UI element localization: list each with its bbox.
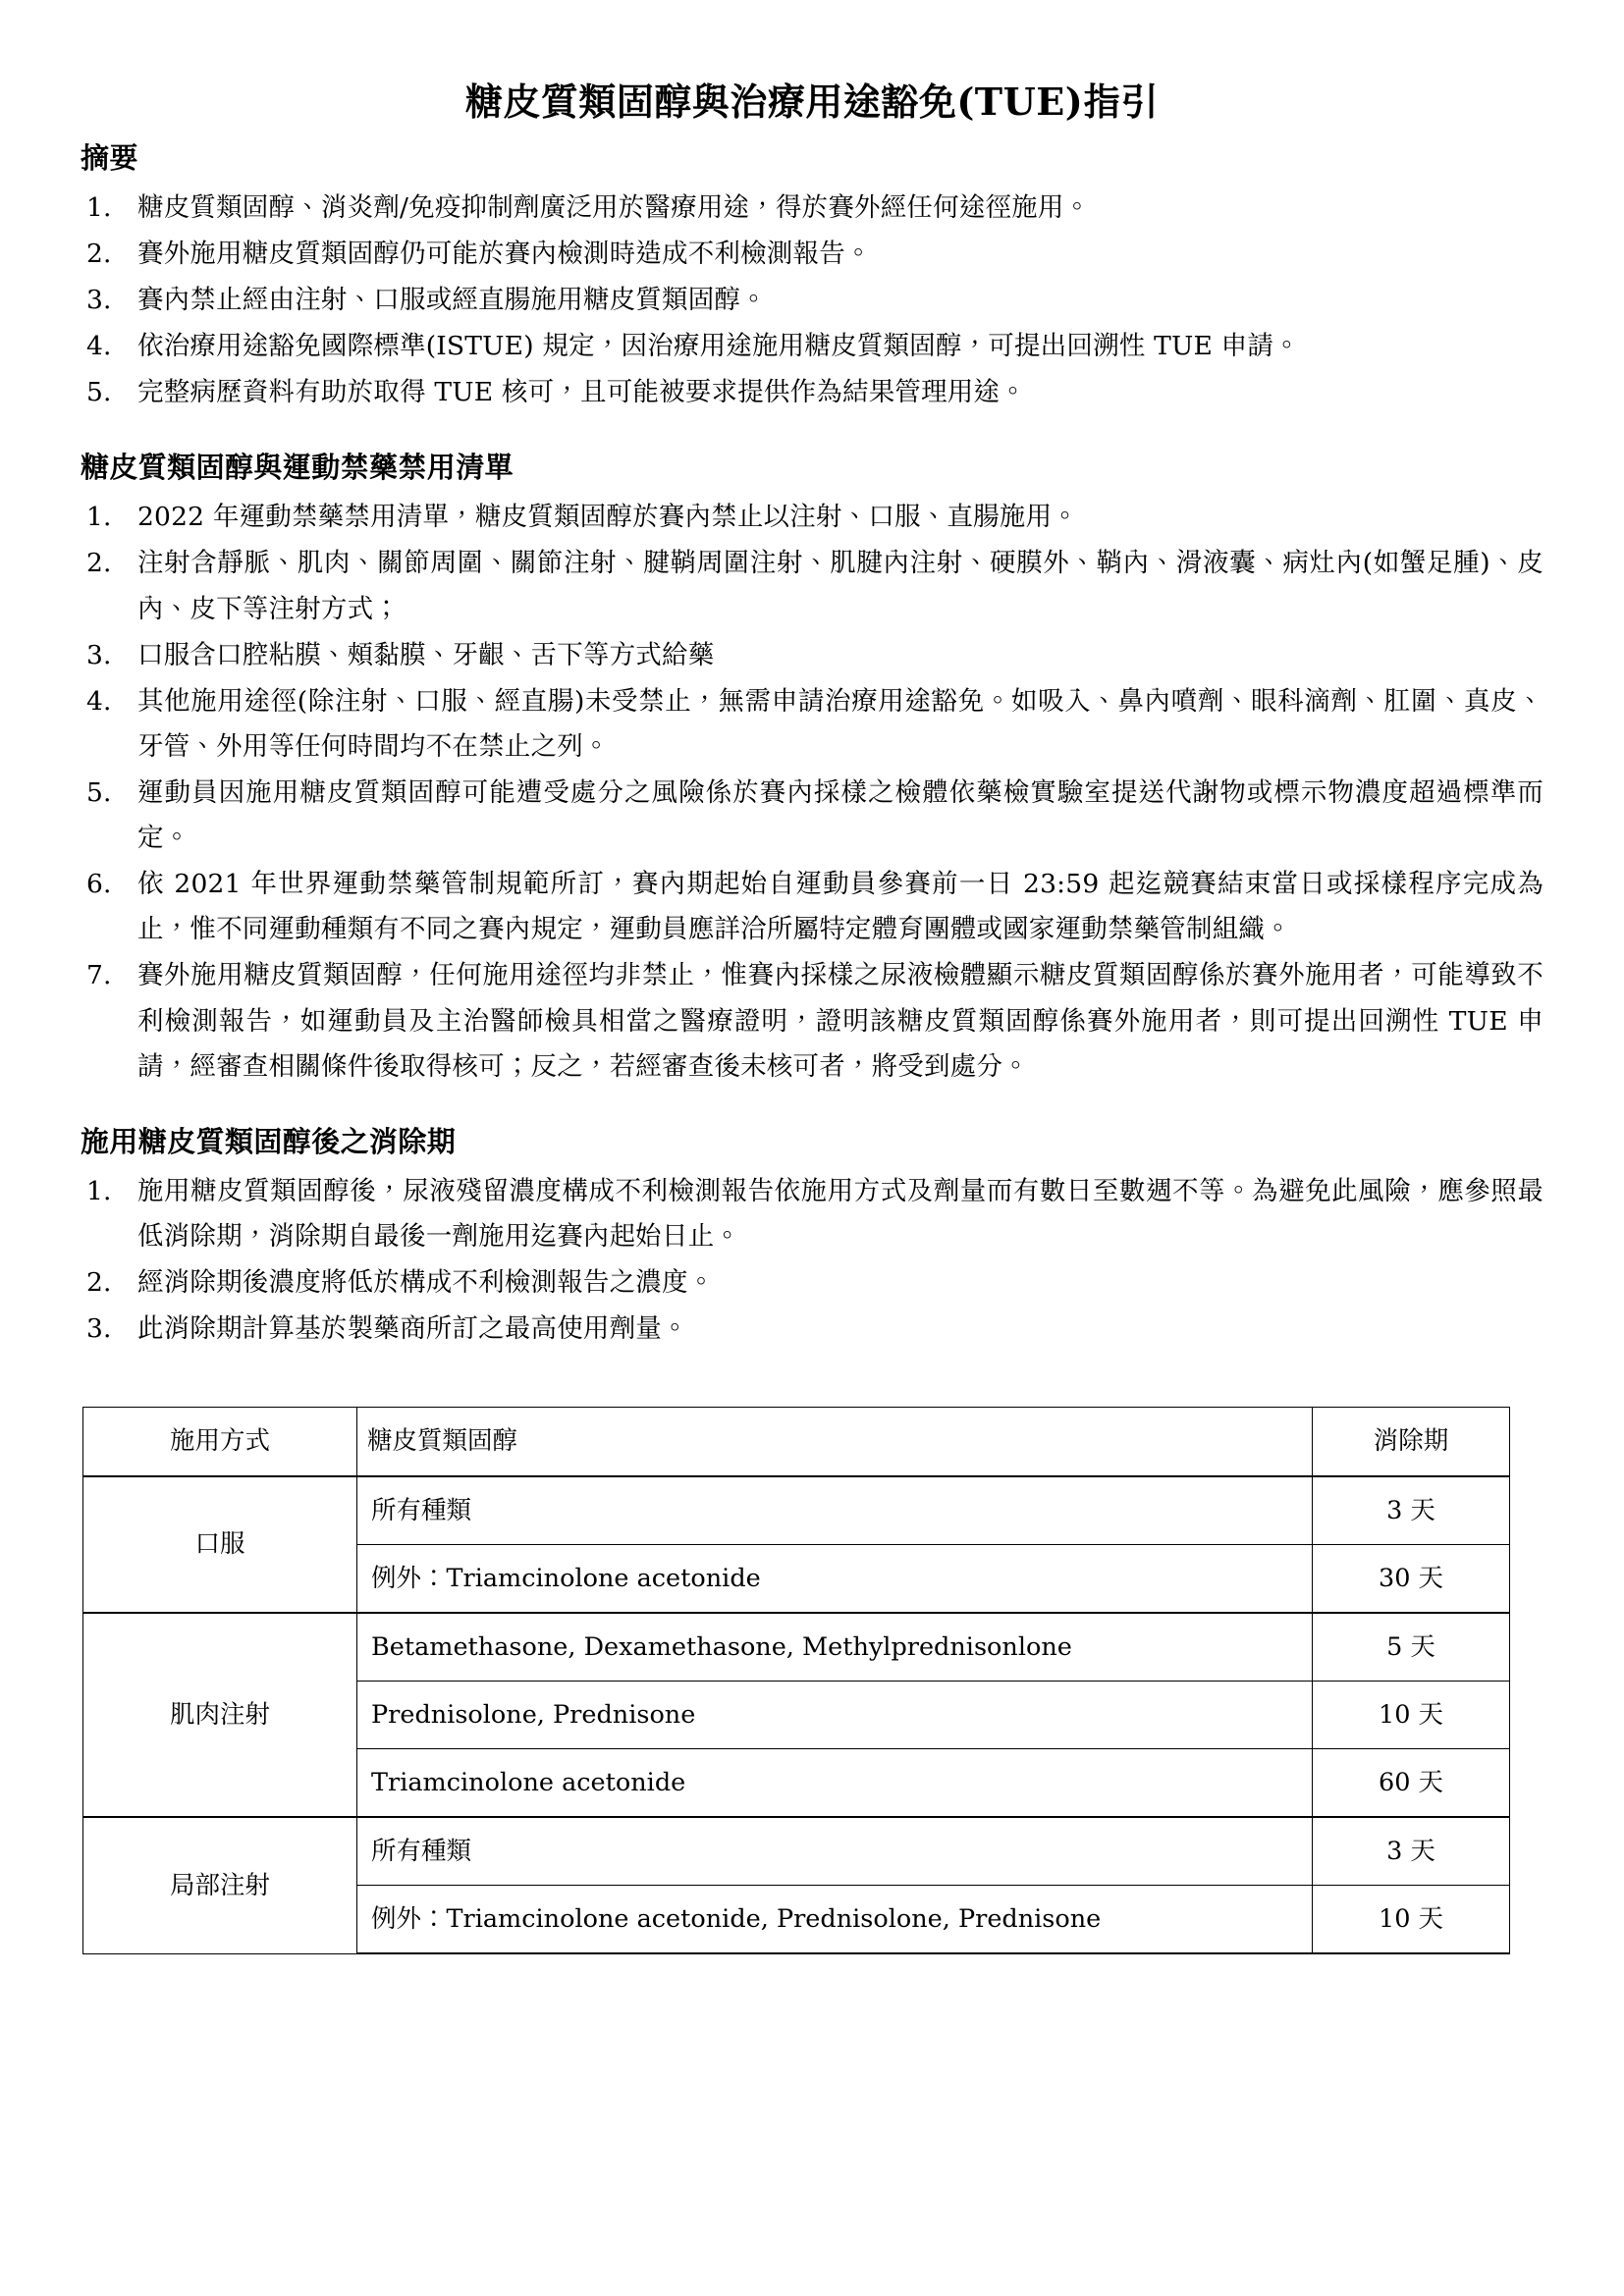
elimination-period-table: [82, 1407, 1510, 1954]
table-cell-drug: 例外：Triamcinolone acetonide: [357, 1545, 1313, 1614]
table-cell-drug: 例外：Triamcinolone acetonide, Prednisolone, Prednisone: [357, 1886, 1313, 1954]
table-cell-period: 3 天: [1313, 1476, 1510, 1545]
list-marker: 7.: [86, 960, 112, 991]
list-marker: 4.: [86, 685, 112, 717]
list-item-text: 完整病歷資料有助於取得 TUE 核可，且可能被要求提供作為結果管理用途。: [137, 377, 1026, 408]
table-header-route: 施用方式: [83, 1408, 357, 1476]
table-cell-period: 3 天: [1313, 1817, 1510, 1886]
list-marker: 1.: [86, 191, 112, 223]
list-item-text: 此消除期計算基於製藥商所訂之最高使用劑量。: [137, 1313, 688, 1345]
elimination-table-container: [81, 1407, 1543, 1954]
table-cell-drug: 所有種類: [357, 1817, 1313, 1886]
list-marker: 1.: [86, 1175, 112, 1206]
table-row: [83, 1817, 1510, 1886]
list-item: [81, 370, 1543, 415]
list-item: [81, 324, 1543, 369]
list-item-text: 賽外施用糖皮質類固醇，任何施用途徑均非禁止，惟賽內採樣之尿液檢體顯示糖皮質類固醇係於賽外施用者，可能導致不利檢測報告，如運動員及主治醫師檢具相當之醫療證明，證明該糖皮質類固醇係賽外施用者，則可提出回溯性 TUE 申請，經審查相關條件後取得核可；反之，若經審查後未核可者，將受到處分。: [137, 960, 1543, 1082]
list-item: [81, 771, 1543, 861]
list-item: [81, 679, 1543, 770]
list-item: [81, 232, 1543, 277]
prohibited-list: [81, 495, 1543, 1089]
list-item-text: 糖皮質類固醇、消炎劑/免疫抑制劑廣泛用於醫療用途，得於賽外經任何途徑施用。: [137, 191, 1091, 223]
table-cell-period: 5 天: [1313, 1613, 1510, 1682]
table-cell-route: 口服: [83, 1476, 357, 1613]
section-heading-elimination-period: 施用糖皮質類固醇後之消除期: [81, 1124, 457, 1158]
section-heading-prohibited-list: 糖皮質類固醇與運動禁藥禁用清單: [81, 451, 514, 485]
list-item: [81, 495, 1543, 540]
table-cell-period: 60 天: [1313, 1749, 1510, 1818]
list-item-text: 賽外施用糖皮質類固醇仍可能於賽內檢測時造成不利檢測報告。: [137, 238, 872, 269]
list-item: [81, 1260, 1543, 1306]
list-item: [81, 953, 1543, 1089]
elimination-list: [81, 1169, 1543, 1352]
list-item: [81, 633, 1543, 678]
list-item-text: 其他施用途徑(除注射、口服、經直腸)未受禁止，無需申請治療用途豁免。如吸入、鼻內噴劑、眼科滴劑、肛圍、真皮、牙管、外用等任何時間均不在禁止之列。: [137, 685, 1543, 762]
list-item-text: 2022 年運動禁藥禁用清單，糖皮質類固醇於賽內禁止以注射、口服、直腸施用。: [137, 502, 1078, 533]
list-marker: 2.: [86, 1267, 112, 1299]
section-heading-summary: 摘要: [81, 140, 138, 175]
table-header-drug: 糖皮質類固醇: [357, 1408, 1313, 1476]
table-head: [83, 1408, 1510, 1476]
list-item-text: 運動員因施用糖皮質類固醇可能遭受處分之風險係於賽內採樣之檢體依藥檢實驗室提送代謝物或標示物濃度超過標準而定。: [137, 776, 1543, 854]
page-title: 糖皮質類固醇與治療用途豁免(TUE)指引: [464, 80, 1160, 124]
list-marker: 2.: [86, 238, 112, 269]
list-marker: 4.: [86, 330, 112, 361]
list-item: [81, 278, 1543, 323]
list-marker: 3.: [86, 639, 112, 670]
list-marker: 6.: [86, 869, 112, 900]
list-item: [81, 1169, 1543, 1259]
list-marker: 3.: [86, 1313, 112, 1345]
table-cell-period: 30 天: [1313, 1545, 1510, 1614]
list-item-text: 經消除期後濃度將低於構成不利檢測報告之濃度。: [137, 1267, 715, 1299]
table-cell-period: 10 天: [1313, 1682, 1510, 1749]
table-cell-route: 肌肉注射: [83, 1613, 357, 1817]
table-cell-drug: 所有種類: [357, 1476, 1313, 1545]
list-item: [81, 862, 1543, 952]
list-item-text: 賽內禁止經由注射、口服或經直腸施用糖皮質類固醇。: [137, 284, 767, 315]
list-item-text: 施用糖皮質類固醇後，尿液殘留濃度構成不利檢測報告依施用方式及劑量而有數日至數週不等。為避免此風險，應參照最低消除期，消除期自最後一劑施用迄賽內起始日止。: [137, 1175, 1543, 1252]
list-item-text: 注射含靜脈、肌肉、關節周圍、關節注射、腱鞘周圍注射、肌腱內注射、硬膜外、鞘內、滑液囊、病灶內(如蟹足腫)、皮內、皮下等注射方式；: [137, 548, 1543, 624]
table-cell-drug: Prednisolone, Prednisone: [357, 1682, 1313, 1749]
list-item: [81, 541, 1543, 631]
list-item-text: 口服含口腔粘膜、頰黏膜、牙齦、舌下等方式給藥: [137, 639, 715, 670]
list-item: [81, 1307, 1543, 1352]
list-item-text: 依 2021 年世界運動禁藥管制規範所訂，賽內期起始自運動員參賽前一日 23:59 起迄競賽結束當日或採樣程序完成為止，惟不同運動種類有不同之賽內規定，運動員應詳洽所屬特定體育團體或國家運動禁藥管制組織。: [137, 869, 1543, 945]
list-item-text: 依治療用途豁免國際標準(ISTUE) 規定，因治療用途施用糖皮質類固醇，可提出回溯性 TUE 申請。: [137, 330, 1300, 361]
table-header-period: 消除期: [1313, 1408, 1510, 1476]
list-marker: 5.: [86, 377, 112, 408]
table-row: [83, 1613, 1510, 1682]
table-cell-drug: Triamcinolone acetonide: [357, 1749, 1313, 1818]
table-cell-period: 10 天: [1313, 1886, 1510, 1954]
summary-list: [81, 186, 1543, 416]
table-row: [83, 1476, 1510, 1545]
table-cell-drug: Betamethasone, Dexamethasone, Methylprednisonlone: [357, 1613, 1313, 1682]
list-item: [81, 186, 1543, 231]
table-body: [83, 1476, 1510, 1953]
list-marker: 2.: [86, 548, 112, 579]
table-cell-route: 局部注射: [83, 1817, 357, 1953]
table-header-row: [83, 1408, 1510, 1476]
list-marker: 1.: [86, 502, 112, 533]
list-marker: 3.: [86, 284, 112, 315]
list-marker: 5.: [86, 776, 112, 808]
